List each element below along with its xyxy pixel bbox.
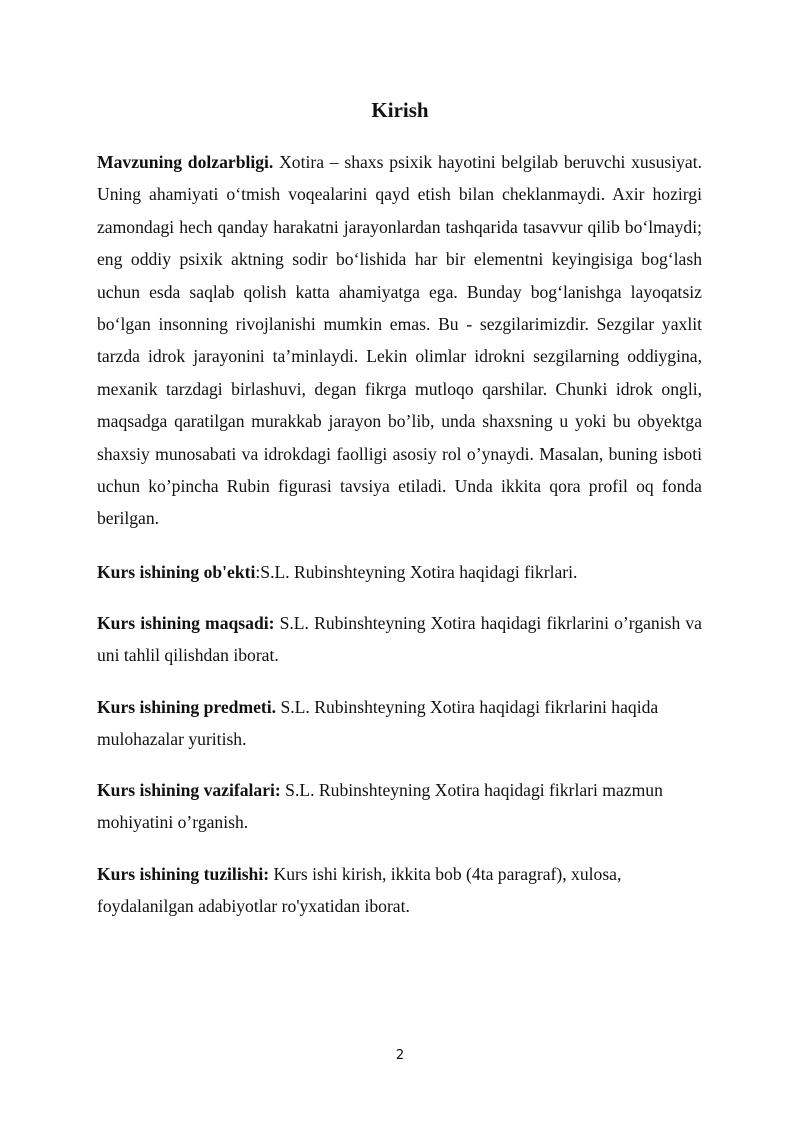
relevance-text: Xotira – shaxs psixik hayotini belgilab beruvchi xususiyat. Uning ahamiyati o‘tmish voqealarini qayd etish bilan cheklanmaydi. Axir hozirgi zamondagi hech qanday harakatni jarayonlardan tashqarida tasavvur qilib bo‘lmaydi; eng oddiy psixik aktning sodir bo‘lishida har bir elementni keyingisiga bog‘lash uchun esda saqlab qolish katta ahamiyatga ega. Bunday bog‘lanishga layoqatsiz bo‘lgan insonning rivojlanishi mumkin emas. Bu - sezgilarimizdir. Sezgilar yaxlit tarzda idrok jarayonini ta’minlaydi. Lekin olimlar idrokni sezgilarning oddiygina, mexanik tarzdagi birlashuvi, degan fikrga mutloqo qarshilar. Chunki idrok ongli, maqsadga qaratilgan murakkab jarayon bo’lib, unda shaxsning u yoki bu obyektga shaxsiy munosabati va idrokdagi faolligi asosiy rol o’ynaydi. Masalan, buning isboti uchun ko’pincha Rubin figurasi tavsiya etiladi. Unda ikkita qora profil oq fonda berilgan. bbox=[97, 152, 702, 529]
object-text: :S.L. Rubinshteyning Xotira haqidagi fikrlari. bbox=[255, 562, 578, 582]
relevance-label: Mavzuning dolzarbligi. bbox=[97, 152, 274, 172]
page-number: 2 bbox=[395, 1048, 405, 1063]
tasks-paragraph bbox=[97, 774, 702, 839]
subject-text: S.L. Rubinshteyning Xotira haqidagi fikrlarini haqida mulohazalar yuritish. bbox=[97, 697, 659, 750]
tasks-text: S.L. Rubinshteyning Xotira haqidagi fikrlari mazmun mohiyatini o’rganish. bbox=[97, 780, 663, 833]
subject-label: Kurs ishining predmeti. bbox=[97, 697, 277, 717]
goal-paragraph bbox=[97, 607, 702, 672]
subject-paragraph bbox=[97, 691, 702, 756]
goal-text: S.L. Rubinshteyning Xotira haqidagi fikrlarini o’rganish va uni tahlil qilishdan iborat. bbox=[97, 613, 702, 666]
relevance-paragraph bbox=[97, 146, 702, 535]
page-title: Kirish bbox=[371, 98, 429, 122]
object-label: Kurs ishining ob'ekti bbox=[97, 562, 256, 582]
object-paragraph bbox=[97, 556, 702, 588]
tasks-label: Kurs ishining vazifalari: bbox=[97, 780, 281, 800]
goal-label: Kurs ishining maqsadi: bbox=[97, 613, 275, 633]
structure-paragraph bbox=[97, 858, 702, 923]
structure-label: Kurs ishining tuzilishi: bbox=[97, 864, 270, 884]
structure-text: Kurs ishi kirish, ikkita bob (4ta paragraf), xulosa, foydalanilgan adabiyotlar ro'yxatidan iborat. bbox=[97, 864, 622, 917]
